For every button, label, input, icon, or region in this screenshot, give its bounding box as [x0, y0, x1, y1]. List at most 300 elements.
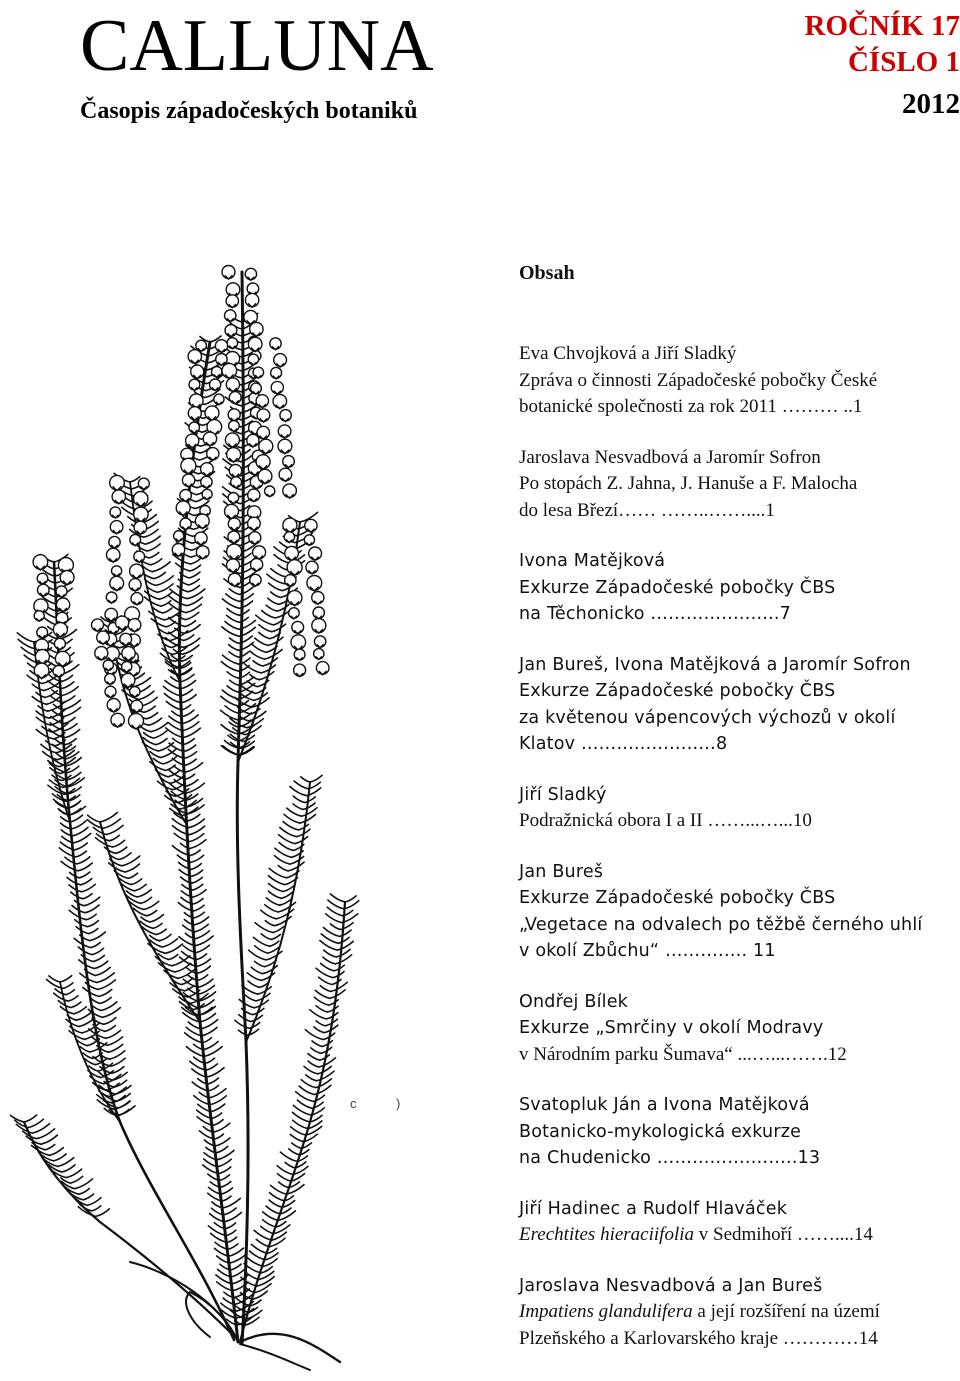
leaf-stroke: [101, 1002, 117, 1011]
heather-illustration: [10, 262, 430, 1372]
journal-title: CALLUNA: [80, 5, 434, 87]
flower-bell: [314, 649, 324, 659]
flower-bell: [292, 621, 304, 633]
leaf-stroke: [65, 857, 77, 864]
leaf-stroke: [182, 705, 191, 710]
leaf-stroke: [245, 995, 256, 1001]
leaf-stroke: [83, 1053, 93, 1058]
toc-entry: [519, 859, 960, 965]
flower-bell: [304, 535, 314, 545]
leaf-stroke: [316, 1006, 328, 1012]
leaf-stroke: [287, 808, 302, 816]
leaf-stroke: [194, 917, 208, 925]
flower-bell: [227, 448, 241, 462]
leaf-stroke: [216, 1146, 228, 1153]
leaf-stroke: [150, 935, 160, 940]
flower-bell: [201, 463, 214, 476]
flower-bell: [116, 616, 129, 629]
flower-bell: [284, 532, 294, 542]
leaf-stroke: [151, 559, 162, 565]
leaf-stroke: [279, 843, 293, 851]
flower-bell: [228, 531, 240, 543]
flower-bell: [134, 492, 148, 506]
leaf-stroke: [182, 710, 194, 717]
flower-bell: [250, 574, 261, 585]
leaf-stroke: [261, 934, 271, 940]
toc-entry-authors: Jaroslava Nesvadbová a Jaromír Sofron: [519, 446, 821, 468]
leaf-stroke: [231, 1270, 244, 1277]
species-name: Impatiens glandulifera: [519, 1301, 693, 1322]
flower-bell: [229, 421, 240, 432]
leaf-stroke: [66, 990, 75, 995]
leaf-stroke: [78, 863, 92, 871]
flower-bell: [110, 507, 121, 518]
leaf-stroke: [290, 1134, 303, 1141]
leaf-stroke: [63, 983, 73, 989]
leaf-stroke: [77, 857, 90, 864]
flower-bell: [105, 608, 117, 620]
flower-bell: [314, 636, 325, 647]
leaf-stroke: [91, 943, 100, 948]
flower-bell: [307, 576, 322, 591]
toc-entry-line: [519, 1299, 960, 1326]
leaf-stroke: [314, 997, 328, 1005]
leaf-stroke: [134, 884, 146, 891]
flower-bell: [225, 504, 239, 518]
leaf-stroke: [259, 632, 270, 638]
leaf-stroke: [269, 1200, 282, 1207]
year-label: 2012: [902, 88, 960, 120]
flower-bell: [280, 410, 291, 421]
leaf-stroke: [228, 1244, 238, 1250]
leaf-stroke: [141, 917, 150, 922]
leaf-stroke: [240, 527, 249, 532]
flower-bell: [250, 322, 263, 335]
flower-bell: [222, 266, 235, 279]
leaf-stroke: [205, 1058, 215, 1063]
flower-bell: [248, 354, 258, 364]
leaf-stroke: [159, 592, 172, 599]
leaf-stroke: [213, 1120, 223, 1126]
leaf-stroke: [156, 929, 166, 934]
flower-bell: [278, 425, 291, 438]
flower-bell: [180, 490, 192, 502]
leaf-stroke: [185, 752, 197, 759]
flower-bell: [131, 700, 143, 712]
leaf-stroke: [241, 685, 256, 693]
leaf-stroke: [109, 835, 119, 840]
leaf-stroke: [108, 1044, 122, 1052]
leaf-stroke: [281, 893, 292, 899]
leaf-stroke: [154, 572, 165, 578]
leaf-stroke: [104, 847, 115, 853]
flower-bell: [92, 619, 104, 631]
leaf-stroke: [229, 589, 239, 595]
flower-bell: [106, 592, 117, 603]
flower-bell: [196, 340, 207, 351]
leaf-stroke: [205, 399, 215, 405]
leaf-stroke: [198, 975, 208, 981]
leaf-stroke: [62, 1165, 75, 1172]
flower-bell: [273, 394, 287, 408]
leaf-stroke: [54, 1154, 67, 1161]
leaf-stroke: [221, 1188, 232, 1194]
flower-bell: [227, 338, 238, 349]
toc-entry: [519, 652, 960, 758]
leaf-stroke: [255, 946, 268, 953]
flower-bell: [312, 592, 324, 604]
toc-entry: [519, 1273, 960, 1353]
leaf-stroke: [277, 1174, 291, 1181]
flower-bell: [107, 548, 120, 561]
flower-bell: [195, 532, 207, 544]
leaf-stroke: [308, 1061, 319, 1067]
flower-bell: [285, 575, 296, 586]
flower-bell: [291, 635, 306, 650]
toc-entry-line: na Těchonicko ……………..…..7: [519, 604, 792, 624]
leaf-stroke: [301, 777, 310, 782]
flower-bell: [313, 607, 324, 618]
leaf-stroke: [149, 718, 162, 725]
leaf-stroke: [84, 897, 100, 906]
toc-entry-line: v okolí Zbůchu“ ……….…. 11: [519, 941, 776, 961]
leaf-stroke: [87, 921, 98, 927]
leaf-stroke: [306, 1075, 317, 1081]
flower-bell: [222, 363, 237, 378]
leaf-stroke: [255, 961, 265, 966]
flower-bell: [188, 407, 201, 420]
leaf-stroke: [191, 864, 201, 870]
toc-entry-line: Exkurze Západočeské pobočky ČBS: [519, 681, 836, 701]
toc-entry-authors: Jiří Sladký: [519, 784, 607, 805]
leaf-stroke: [96, 1209, 110, 1217]
leaf-stroke: [310, 775, 322, 782]
leaf-stroke: [143, 567, 152, 572]
leaf-stroke: [149, 553, 159, 558]
leaf-stroke: [147, 544, 160, 551]
leaf-stroke: [153, 923, 162, 928]
flower-bell: [53, 665, 64, 676]
leaf-stroke: [100, 997, 111, 1003]
leaf-stroke: [189, 834, 203, 842]
flower-bell: [228, 409, 240, 421]
toc-entry-text: v Sedmihoří ……....14: [694, 1224, 873, 1245]
toc-entry-text: a její rozšíření na území: [692, 1301, 880, 1322]
flower-bell: [215, 340, 227, 352]
leaf-stroke: [323, 957, 335, 964]
flower-bell: [247, 434, 259, 446]
flower-bell: [103, 660, 113, 670]
toc-entry-line: Exkurze Západočeské pobočky ČBS: [519, 888, 836, 908]
flower-bell: [249, 532, 261, 544]
leaf-stroke: [222, 1196, 231, 1201]
leaf-stroke: [197, 966, 210, 973]
leaf-stroke: [268, 891, 281, 898]
flower-bell: [60, 571, 74, 585]
flower-bell: [294, 664, 306, 676]
flower-bell: [34, 611, 44, 621]
leaf-stroke: [169, 955, 178, 960]
leaf-stroke: [49, 976, 60, 982]
flower-bell: [270, 338, 281, 349]
flower-bell: [105, 674, 116, 685]
leaf-stroke: [60, 976, 72, 982]
flower-bell: [309, 547, 322, 560]
leaf-stroke: [70, 1176, 82, 1183]
leaf-stroke: [295, 837, 308, 844]
flower-bell: [190, 394, 204, 408]
flower-bell: [37, 573, 48, 584]
leaf-stroke: [81, 955, 93, 962]
leaf-stroke: [181, 689, 193, 696]
flower-bell: [105, 686, 116, 697]
flower-bell: [225, 433, 239, 447]
leaf-stroke: [292, 1143, 302, 1148]
flower-bell: [121, 673, 135, 687]
leaf-stroke: [218, 1159, 232, 1167]
leaf-stroke: [68, 996, 78, 1001]
flower-bell: [312, 619, 326, 633]
leaf-stroke: [304, 1066, 318, 1074]
leaf-stroke: [144, 733, 154, 739]
flower-bell: [225, 310, 236, 321]
leaf-stroke: [193, 890, 206, 897]
flower-bell: [225, 325, 237, 337]
leaf-stroke: [106, 1030, 121, 1038]
flower-bell: [205, 406, 219, 420]
toc-entries: [519, 341, 960, 1352]
flower-bell: [110, 521, 123, 534]
leaf-stroke: [212, 1113, 222, 1118]
toc-entry-authors: Jan Bureš: [519, 861, 604, 882]
leaf-stroke: [313, 1095, 324, 1101]
leaf-stroke: [188, 814, 200, 820]
leaf-stroke: [225, 741, 239, 749]
leaf-stroke: [10, 1113, 24, 1122]
leaf-stroke: [324, 950, 337, 957]
leaf-stroke: [79, 872, 90, 878]
flower-bell: [283, 518, 297, 532]
leaf-stroke: [263, 1220, 276, 1227]
flower-bell: [228, 518, 240, 530]
toc-entry-line: Exkurze Západočeské pobočky ČBS: [519, 577, 836, 598]
leaf-stroke: [159, 934, 171, 941]
flower-bell: [294, 649, 305, 660]
flower-bell: [227, 559, 240, 572]
flower-bell: [229, 465, 241, 477]
flower-bell: [285, 546, 299, 560]
flower-bell: [34, 663, 49, 678]
leaf-stroke: [256, 1239, 269, 1246]
leaf-stroke: [230, 1264, 241, 1270]
leaf-stroke: [92, 948, 104, 954]
leaf-stroke: [184, 745, 196, 751]
leaf-stroke: [225, 622, 239, 630]
leaf-stroke: [225, 706, 238, 713]
leaf-stroke: [147, 910, 157, 915]
issue-label: ČÍSLO 1: [847, 46, 960, 78]
leaf-stroke: [229, 645, 239, 651]
leaf-stroke: [131, 879, 141, 885]
leaf-stroke: [273, 927, 284, 933]
leaf-stroke: [28, 1119, 43, 1127]
leaf-stroke: [150, 915, 163, 922]
toc-entry-authors: Ondřej Bílek: [519, 991, 629, 1012]
leaf-stroke: [86, 914, 96, 920]
leaf-stroke: [163, 608, 172, 613]
toc-entry-line: v Národním parku Šumava“ ...…...…….12: [519, 1043, 847, 1065]
flower-bell: [38, 584, 50, 596]
leaf-stroke: [75, 843, 88, 850]
leaf-stroke: [283, 822, 298, 830]
leaf-stroke: [189, 572, 200, 578]
leaf-stroke: [158, 743, 173, 751]
flower-bell: [53, 623, 67, 637]
flower-bell: [226, 378, 239, 391]
flower-bell: [54, 638, 65, 649]
leaf-stroke: [239, 1000, 254, 1008]
flower-bell: [120, 633, 132, 645]
leaf-stroke: [305, 797, 315, 803]
leaf-stroke: [297, 1100, 312, 1108]
flower-bell: [228, 493, 239, 504]
toc-entry-line: za květenou vápencových výchozů v okolí: [519, 707, 896, 728]
leaf-stroke: [177, 586, 188, 592]
leaf-stroke: [268, 598, 279, 604]
leaf-stroke: [150, 762, 166, 771]
leaf-stroke: [203, 1042, 218, 1050]
leaf-stroke: [65, 739, 76, 745]
leaf-stroke: [271, 934, 280, 939]
flower-bell: [138, 478, 149, 489]
leaf-stroke: [215, 1138, 230, 1146]
flower-bell: [216, 354, 227, 365]
flower-bell: [186, 434, 199, 447]
leaf-stroke: [188, 586, 200, 592]
leaf-stroke: [138, 890, 152, 898]
leaf-stroke: [93, 955, 104, 961]
leaf-stroke: [146, 536, 161, 544]
leaf-stroke: [270, 1193, 285, 1201]
flower-bell: [251, 383, 262, 394]
leaf-stroke: [253, 645, 267, 653]
leaf-stroke: [139, 691, 154, 699]
leaf-stroke: [65, 730, 80, 738]
leaf-stroke: [319, 977, 332, 984]
flower-bell: [111, 713, 124, 726]
toc-entry-line: na Chudenicko ……...…….……..13: [519, 1148, 821, 1168]
leaf-stroke: [81, 879, 92, 885]
leaf-stroke: [226, 1230, 236, 1235]
toc-entry: [519, 1092, 960, 1172]
leaf-stroke: [85, 905, 99, 913]
leaf-stroke: [45, 1145, 55, 1150]
leaf-stroke: [70, 815, 83, 822]
flower-bell: [112, 566, 122, 576]
leaf-stroke: [247, 973, 261, 981]
leaf-stroke: [196, 945, 210, 952]
leaf-stroke: [194, 912, 205, 918]
leaf-stroke: [321, 963, 335, 970]
leaf-stroke: [203, 1038, 212, 1043]
leaf-stroke: [144, 706, 155, 712]
leaf-stroke: [55, 989, 66, 995]
leaf-stroke: [294, 781, 308, 789]
leaf-stroke: [250, 651, 265, 659]
toc-entry-line: botanické společnosti za rok 2011 ……… ..1: [519, 396, 863, 417]
leaf-stroke: [320, 986, 331, 992]
leaf-stroke: [76, 851, 87, 857]
leaf-stroke: [185, 621, 196, 627]
toc-entry: [519, 1196, 960, 1249]
flower-bell: [110, 475, 125, 490]
leaf-stroke: [330, 924, 340, 930]
leaf-stroke: [261, 1226, 274, 1233]
leaf-stroke: [227, 1237, 237, 1242]
leaf-stroke: [194, 905, 205, 911]
flower-bell: [134, 507, 148, 521]
leaf-stroke: [87, 1198, 101, 1206]
leaf-stroke: [253, 661, 263, 666]
leaf-stroke: [229, 652, 239, 658]
flower-bell: [279, 468, 292, 481]
flower-bell: [287, 560, 302, 575]
leaf-stroke: [156, 739, 167, 745]
flower-bell: [283, 456, 295, 468]
leaf-stroke: [125, 864, 140, 872]
flower-bell: [109, 536, 120, 547]
flower-bell: [110, 576, 124, 590]
leaf-stroke: [293, 796, 305, 802]
leaf-stroke: [214, 1134, 223, 1139]
leaf-stroke: [269, 583, 283, 591]
flower-bell: [37, 627, 48, 638]
toc-entry-authors: Svatopluk Ján a Ivona Matějková: [519, 1095, 810, 1115]
leaf-stroke: [316, 1021, 325, 1026]
flower-bell: [245, 293, 258, 306]
leaf-stroke: [338, 937, 349, 943]
leaf-stroke: [173, 783, 185, 790]
volume-label: ROČNÍK 17: [804, 10, 960, 42]
issue-info: [700, 8, 960, 122]
flower-bell: [305, 519, 317, 531]
leaf-stroke: [114, 1080, 127, 1087]
leaf-stroke: [330, 894, 345, 902]
leaf-stroke: [266, 605, 277, 611]
leaf-stroke: [163, 939, 178, 947]
flower-bell: [245, 268, 256, 279]
flower-bell: [181, 458, 196, 473]
leaf-stroke: [196, 954, 206, 960]
leaf-stroke: [192, 877, 203, 883]
leaf-stroke: [227, 672, 239, 678]
leaf-stroke: [119, 853, 131, 860]
toc-entry-line: Klatov ………...……..…8: [519, 734, 728, 754]
leaf-stroke: [144, 901, 159, 909]
leaf-stroke: [92, 1206, 101, 1211]
leaf-stroke: [226, 594, 240, 602]
leaf-stroke: [113, 1072, 127, 1080]
leaf-stroke: [262, 611, 276, 619]
flower-bell: [210, 379, 221, 390]
leaf-stroke: [211, 1104, 225, 1112]
leaf-stroke: [311, 1048, 321, 1054]
flower-bell: [203, 432, 216, 445]
leaf-stroke: [289, 1149, 300, 1155]
leaf-stroke: [71, 821, 86, 829]
leaf-stroke: [225, 1223, 235, 1229]
flower-bell: [274, 354, 287, 367]
